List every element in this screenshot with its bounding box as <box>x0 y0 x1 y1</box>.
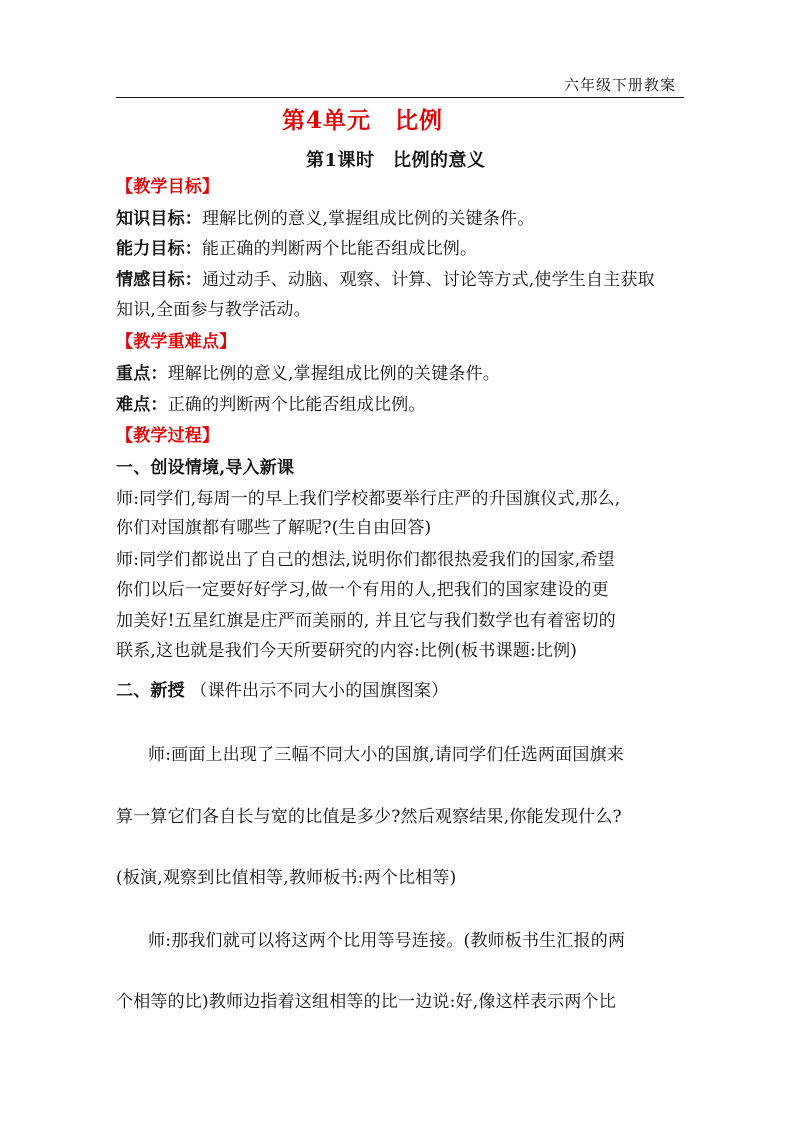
key-point <box>116 362 500 386</box>
hard-text: 正确的判断两个比能否组成比例。 <box>167 395 426 415</box>
p3-line1: 师:画面上出现了三幅不同大小的国旗,请同学们任选两面国旗来 <box>148 745 624 765</box>
p2-line3: 加美好!五星红旗是庄严而美丽的, 并且它与我们数学也有着密切的 <box>116 611 616 631</box>
key-points-heading: 【教学重难点】 <box>116 332 237 352</box>
emotion-objective <box>116 268 655 292</box>
p4-line2: 个相等的比)教师边指着这组相等的比一边说:好,像这样表示两个比 <box>116 992 616 1012</box>
section2-note: （课件出示不同大小的国旗图案） <box>190 681 449 701</box>
header-divider <box>116 97 684 98</box>
p2-line1: 师:同学们都说出了自己的想法,说明你们都很热爱我们的国家,希望 <box>116 550 615 570</box>
section1-title: 一、创设情境,导入新课 <box>116 458 295 478</box>
knowledge-objective <box>116 207 534 231</box>
p1-line1: 师:同学们,每周一的早上我们学校都要举行庄严的升国旗仪式,那么, <box>116 489 621 509</box>
unit-title: 第4单元 比例 <box>282 107 444 134</box>
emotion-label: 情感目标： <box>116 270 202 290</box>
p1-line2: 你们对国旗都有哪些了解呢?(生自由回答) <box>116 518 432 538</box>
emotion-text-1: 通过动手、动脑、观察、计算、讨论等方式,使学生自主获取 <box>202 270 655 290</box>
objectives-heading: 【教学目标】 <box>116 177 220 197</box>
grade-header: 六年级下册教案 <box>564 76 677 94</box>
section2-row <box>116 679 448 703</box>
knowledge-text: 理解比例的意义,掌握组成比例的关键条件。 <box>202 209 535 229</box>
lesson-title: 第1课时 比例的意义 <box>306 150 486 171</box>
emotion-text-2: 知识,全面参与教学活动。 <box>116 300 311 320</box>
p4-line1: 师:那我们就可以将这两个比用等号连接。(教师板书生汇报的两 <box>148 931 626 951</box>
key-label: 重点： <box>116 364 168 384</box>
p2-line2: 你们以后一定要好好学习,做一个有用的人,把我们的国家建设的更 <box>116 580 609 600</box>
key-text: 理解比例的意义,掌握组成比例的关键条件。 <box>167 364 501 384</box>
section2-title: 二、新授 <box>116 681 185 701</box>
knowledge-label: 知识目标： <box>116 209 202 229</box>
p2-line4: 联系,这也就是我们今天所要研究的内容:比例(板书课题:比例) <box>116 641 578 661</box>
p3-line3: (板演,观察到比值相等,教师板书:两个比相等) <box>116 868 457 888</box>
ability-objective <box>116 237 477 261</box>
hard-point <box>116 393 426 417</box>
hard-label: 难点： <box>116 395 168 415</box>
ability-label: 能力目标： <box>116 239 202 259</box>
p3-line2: 算一算它们各自长与宽的比值是多少?然后观察结果,你能发现什么? <box>116 807 622 827</box>
ability-text: 能正确的判断两个比能否组成比例。 <box>202 239 478 259</box>
process-heading: 【教学过程】 <box>116 426 220 446</box>
